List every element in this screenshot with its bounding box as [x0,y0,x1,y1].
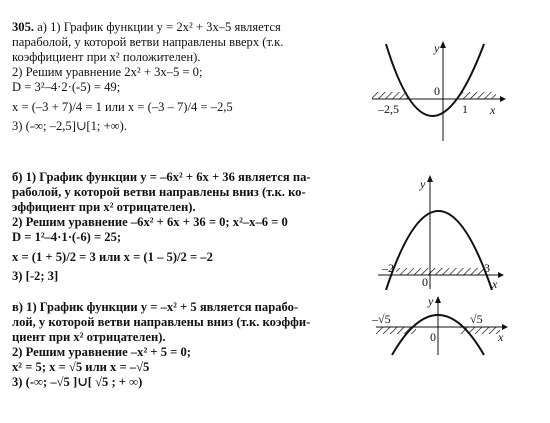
part-a-line-1: 305. а) 1) График функции y = 2x² + 3x–5 является [12,20,281,34]
graph-b-y-label: y [420,177,426,191]
part-v-line-1: в) 1) График функции y = –x² + 5 является парабо- [12,300,299,314]
graph-a-y-arrow [440,41,446,48]
graph-b-left-root: –2 [382,261,394,275]
part-v-line-6: 3) (-∞; –√5 ]∪[ √5 ; + ∞) [12,375,143,389]
part-a-line-7: 3) (-∞; –2,5]∪[1; +∞). [12,119,127,133]
graph-a-origin: 0 [434,84,440,98]
graph-a-left-root: –2,5 [378,102,399,116]
graph-v [372,295,512,357]
graph-b-right-root: 3 [484,261,490,275]
graph-b-x-arrow [498,272,504,278]
part-b-line-2: раболой, у которой ветви направлены вниз (т.к. ко- [12,185,306,199]
part-v-line-3: циент при x² отрицателен). [12,330,166,344]
part-b-line-5: D = 1²–4·1·(-6) = 25; [12,230,122,244]
graph-b-parabola [386,211,492,290]
part-v-line-5: x² = 5; x = √5 или x = –√5 [12,360,150,374]
part-b-line-1: б) 1) График функции y = –6x² + 6x + 36 является па- [12,170,311,184]
graph-v-y-arrow [435,296,441,303]
graph-b-y-arrow [427,175,433,182]
graph-a-x-arrow [500,96,506,102]
part-v-line-2: лой, у которой ветви направлены вниз (т.к. коэффи- [12,315,311,329]
part-a-line-4: 2) Решим уравнение 2x² + 3x–5 = 0; [12,65,203,79]
graph-b-origin: 0 [422,275,428,289]
graph-b-hatch [396,268,484,275]
part-v-line-4: 2) Решим уравнение –x² + 5 = 0; [12,345,191,359]
part-b-line-4: 2) Решим уравнение –6x² + 6x + 36 = 0; x²–x–6 = 0 [12,215,288,229]
part-a-line-6: x = (–3 + 7)/4 = 1 или x = (–3 – 7)/4 = –2,5 [12,100,233,114]
graph-v-left-root: –√5 [372,312,391,326]
part-a-text [12,20,372,134]
graph-v-y-label: y [428,295,434,308]
graph-b [368,172,508,290]
part-b-text [12,170,372,284]
part-a-line-3: коэффициент при x² положителен). [12,50,201,64]
part-b-line-7: 3) [-2; 3] [12,269,59,283]
part-a-line-2: параболой, у которой ветви направлены вверх (т.к. [12,35,284,49]
graph-v-origin: 0 [430,330,436,344]
graph-a-right-root: 1 [462,102,468,116]
graph-a-y-label: y [434,41,440,55]
part-b-line-6: x = (1 + 5)/2 = 3 или x = (1 – 5)/2 = –2 [12,250,213,264]
part-b-line-3: эффициент при x² отрицателен). [12,200,196,214]
part-v-text [12,300,372,390]
graph-v-x-label: x [498,330,504,344]
part-a-line-5: D = 3²–4·2·(-5) = 49; [12,80,121,94]
graph-a [368,38,508,148]
graph-a-x-label: x [490,103,496,117]
graph-v-right-root: √5 [470,312,483,326]
graph-b-x-label: x [492,277,498,290]
